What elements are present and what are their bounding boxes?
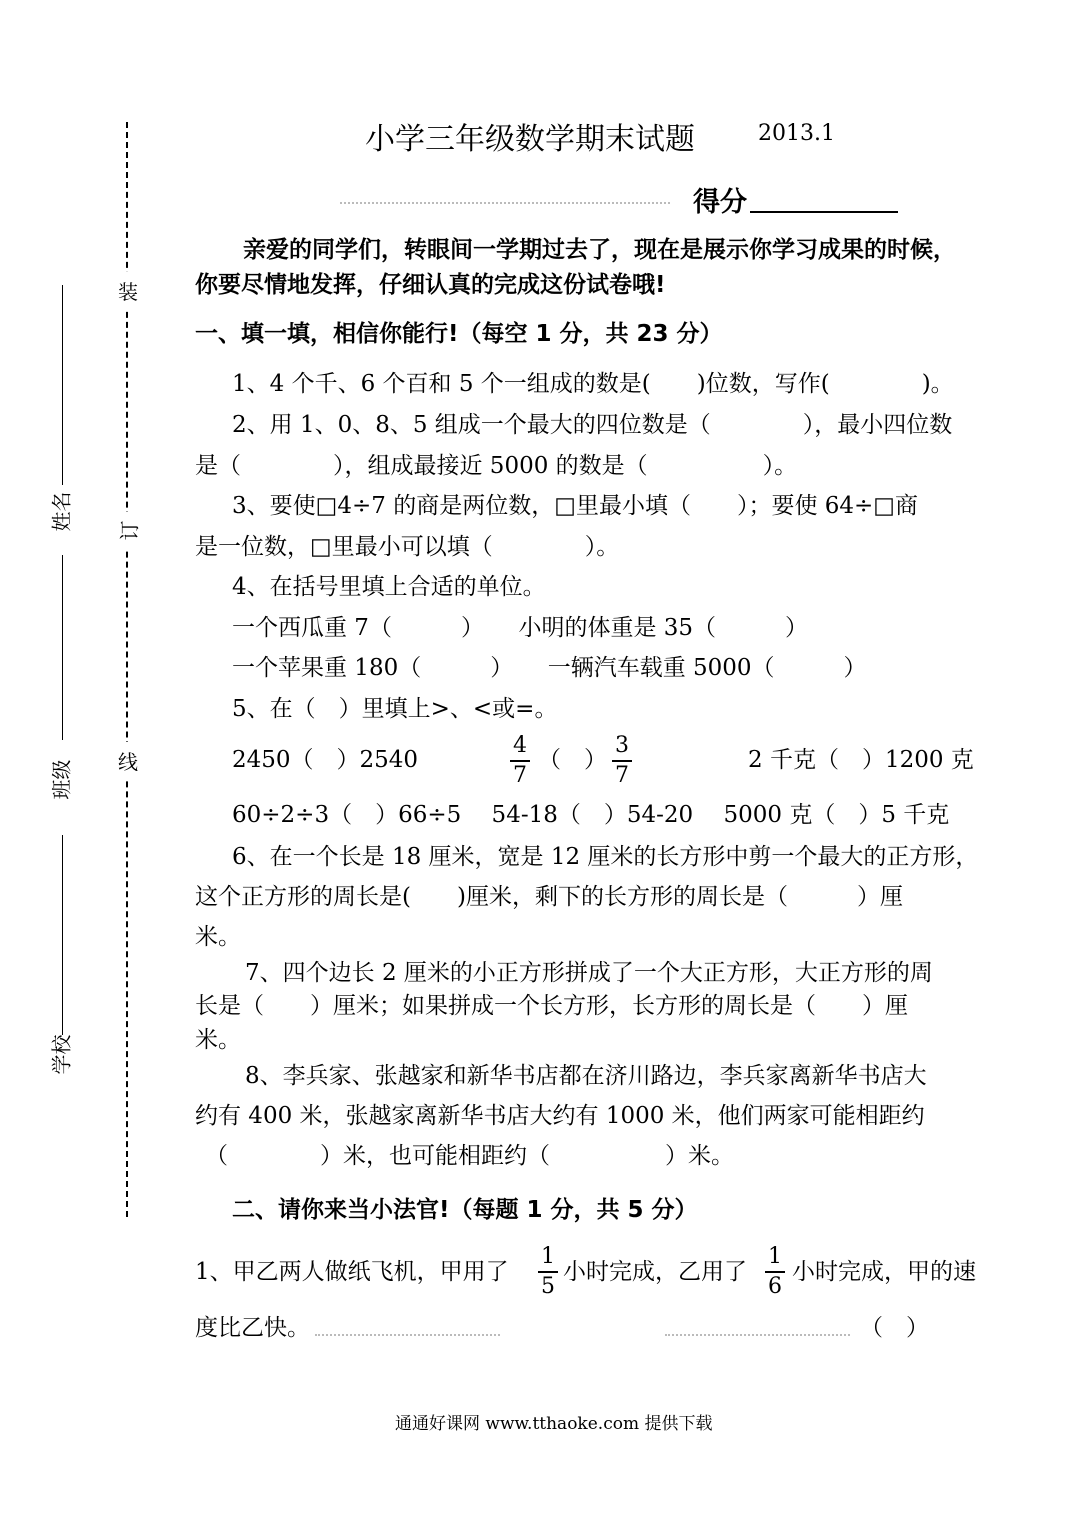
binding-char-xian: 线 [118,742,138,779]
compare-row-2: 60÷2÷3（ ）66÷5 54-18（ ）54-20 5000 克（ ）5 千克 [232,802,950,828]
page-title: 小学三年级数学期末试题 [365,122,695,157]
intro-line-2: 你要尽情地发挥，仔细认真的完成这份试卷哦! [195,272,666,298]
q4-line-b: 一个苹果重 180（ ） 一辆汽车载重 5000（ ） [232,655,867,681]
q3-line-2: 是一位数，□里最小可以填（ ）。 [195,534,620,560]
q8-line-2: 约有 400 米，张越家离新华书店大约有 1000 米，他们两家可能相距约 [195,1103,925,1129]
s2-q1-text-a: 1、甲乙两人做纸飞机，甲用了 [195,1259,509,1285]
q6-line-2: 这个正方形的周长是( )厘米，剩下的长方形的周长是（ ）厘 [195,884,903,910]
class-field-label: 班级 [49,759,74,800]
footer-text: 通通好课网 www.tthaoke.com 提供下载 [395,1414,713,1434]
score-dots [340,202,670,204]
exam-date: 2013.1 [758,121,835,146]
compare-kg: 2 千克（ ）1200 克 [748,747,974,773]
score-label: 得分 [693,187,747,218]
q8-line-1: 8、李兵家、张越家和新华书店都在济川路边，李兵家离新华书店大 [245,1063,927,1089]
section1-heading: 一、填一填，相信你能行!（每空 1 分，共 23 分） [195,321,723,347]
s2-q1-dots-2 [665,1334,850,1336]
q8-line-3: （ ）米，也可能相距约（ ）米。 [205,1143,734,1169]
binding-char-zhuang: 装 [118,272,138,309]
name-field-label: 姓名 [49,491,74,532]
q7-line-3: 米。 [195,1027,241,1053]
q6-line-1: 6、在一个长是 18 厘米，宽是 12 厘米的长方形中剪一个最大的正方形， [232,844,979,870]
s2-q1-text-c: 小时完成，甲的速 [792,1259,976,1285]
fraction-3-7: 3 7 [612,734,632,788]
q1-line: 1、4 个千、6 个百和 5 个一组成的数是( )位数，写作( )。 [232,371,954,397]
q4-line-a: 一个西瓜重 7（ ） 小明的体重是 35（ ） [232,615,809,641]
intro-line-1: 亲爱的同学们，转眼间一学期过去了，现在是展示你学习成果的时候， [243,237,956,263]
name-field-line-lower [62,555,63,740]
fraction-1-6: 1 6 [765,1245,785,1299]
q3-line-1: 3、要使□4÷7 的商是两位数，□里最小填（ ）；要使 64÷□商 [232,493,919,519]
s2-q1-dots [315,1334,500,1336]
binding-char-ding: 订 [118,512,138,549]
section2-heading: 二、请你来当小法官!（每题 1 分，共 5 分） [232,1197,698,1223]
q7-line-2: 长是（ ）厘米；如果拼成一个长方形，长方形的周长是（ ）厘 [195,993,908,1019]
q5-line: 5、在（ ）里填上>、<或=。 [232,696,558,722]
compare-2450: 2450（ ）2540 [232,747,419,773]
q4-line: 4、在括号里填上合适的单位。 [232,574,546,600]
fraction-1-5: 1 5 [538,1245,558,1299]
q2-line-1: 2、用 1、0、8、5 组成一个最大的四位数是（ ），最小四位数 [232,412,953,438]
s2-q1-text-b: 小时完成，乙用了 [563,1259,747,1285]
s2-q1-line-2: 度比乙快。 [195,1315,310,1341]
q2-line-2: 是（ ），组成最接近 5000 的数是（ ）。 [195,453,798,479]
q7-line-1: 7、四个边长 2 厘米的小正方形拼成了一个大正方形，大正方形的周 [245,960,933,986]
score-blank [750,211,898,213]
q6-line-3: 米。 [195,924,241,950]
class-field-line [62,835,63,1035]
fraction-4-7: 4 7 [510,734,530,788]
s2-q1-answer: （ ） [860,1315,929,1341]
compare-fraction-blank: （ ） [538,747,607,773]
name-field-line [62,285,63,485]
school-field-label: 学校 [49,1034,74,1075]
